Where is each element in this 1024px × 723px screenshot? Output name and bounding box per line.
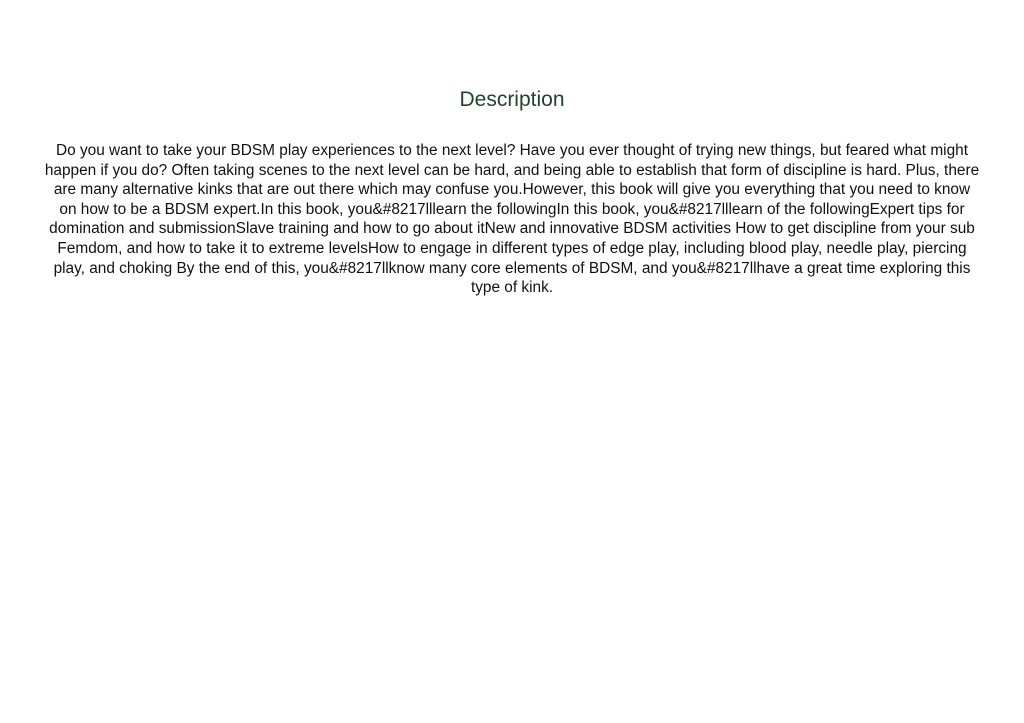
description-paragraph: Do you want to take your BDSM play experiences to the next level? Have you ever thought of trying new things, but feared what might happen if you do? Often taking scenes to the next level can be hard, and being able to establish that form of discipline is hard. Plus, there are many alternative kinks that are out there which may confuse you.However, this book will give you everything that you need to know on how to be a BDSM expert.In this book, you&#8217lllearn the followingIn this book, you&#8217lllearn of the followingExpert tips for domination and submissionSlave training and how to go about itNew and innovative BDSM activities How to get discipline from your sub Femdom, and how to take it to extreme levelsHow to engage in different types of edge play, including blood play, needle play, piercing play, and choking By the end of this, you&#8217llknow many core elements of BDSM, and you&#8217llhave a great time exploring this type of kink. xyxy=(44,142,980,297)
section-heading: Description xyxy=(459,88,565,111)
